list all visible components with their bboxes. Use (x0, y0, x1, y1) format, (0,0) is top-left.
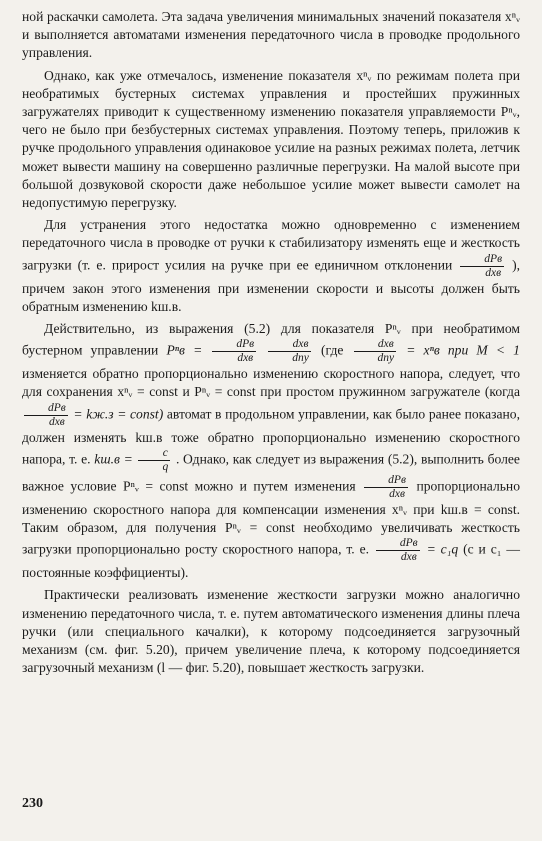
fraction-numerator: dxв (268, 338, 311, 352)
fraction-dP-dx (460, 253, 504, 280)
formula-pn: Pⁿв = (166, 342, 203, 358)
formula-c1q: = c₁q (426, 541, 459, 557)
fraction-dP-dx-3 (24, 402, 68, 429)
fraction-c-q (138, 447, 170, 474)
paragraph-stiffness-text-b: ), причем закон этого изменения при изменении скорости и высоты должен быть обратным изменению kш.в. (22, 257, 520, 314)
fraction-numerator: c (138, 447, 170, 461)
proof-text-a: Действительно, из выражения (5.2) для показателя Pⁿᵥ при необратимом бустерном управлении (22, 321, 520, 358)
fraction-dx-dn-2 (354, 338, 397, 365)
fraction-numerator: dPв (376, 537, 420, 551)
fraction-dP-dx-5 (376, 537, 420, 564)
fraction-numerator: dPв (212, 338, 256, 352)
fraction-denominator: dnу (377, 352, 395, 365)
fraction-denominator: dxв (485, 266, 502, 279)
proof-text-c: автомат в продольном управлении, как было ранее показано, должен изменять kш.в тоже обратно пропорционально изменению скоростного напора, т. е. (22, 406, 520, 467)
fraction-numerator: dPв (24, 402, 68, 416)
proof-text-e: пропорционально изменению скоростного напора для компенсации изменения xⁿᵥ при kш.в = const. Таким образом, для получения Pⁿᵥ = const необходимо увеличивать жесткость загрузки пропорционально росту скоростного напора, т. е. (22, 478, 521, 557)
formula-where: (где (321, 342, 344, 358)
paragraph-proof (22, 320, 520, 582)
formula-kshv: kш.в = (94, 451, 133, 467)
proof-text-b: изменяется обратно пропорционально изменению скоростного напора, следует, что для сохранения xⁿᵥ = const и Pⁿᵥ = const при простом пружинном загружателе (22, 366, 520, 400)
paragraph-stiffness-text-a: Для устранения этого недостатка можно одновременно с изменением передаточного числа в проводке от ручки к стабилизатору изменять еще и жесткость загрузки (т. е. прирост усилия на ручке при ее единичном отклонении (22, 217, 520, 273)
fraction-numerator: dPв (460, 253, 504, 267)
formula-mach: M < 1 (476, 342, 520, 358)
formula-kzh: = kж.з = const) (73, 406, 164, 422)
fraction-denominator: dxв (48, 415, 65, 428)
paragraph-practical: Практически реализовать изменение жесткости загрузки можно аналогично изменению передаточного числа, т. е. путем автоматического изменения длины плеча ручки (или специального качалки), к которому подсоединяется загрузочный механизм (см. фиг. 5.20), причем увеличение плеча, к которому подсоединяется загрузочный механизм (l — фиг. 5.20), повышает жесткость загрузки. (22, 587, 520, 676)
fraction-numerator: dxв (354, 338, 397, 352)
paragraph-stiffness (22, 216, 520, 316)
fraction-denominator: dxв (389, 487, 405, 500)
fraction-dP-dx-4 (364, 474, 408, 501)
paragraph-control-index: Однако, как уже отмечалось, изменение показателя xⁿᵥ по режимам полета при необратимых бустерных системах управления и простейших пружинных загружателях приводит к существенному изменению показателя управляемости Pⁿᵥ, чего не было при безбустерных системах управления. Поэтому теперь, приложив к ручке продольного управления одинаковое усилие на разных режимах полета, летчик может вывести машину на совершенно различные перегрузки. На малой высоте при большой дозвуковой скорости даже небольшое усилие может вывести самолет на недопустимую перегрузку. (22, 67, 520, 211)
fraction-dx-dn (268, 338, 311, 365)
fraction-denominator: q (162, 460, 169, 473)
proof-text-f: (c и c₁ — постоянные коэффициенты). (22, 541, 520, 581)
fraction-denominator: dxв (237, 352, 254, 365)
fraction-numerator: dPв (364, 474, 408, 488)
proof-text-d: . Однако, как следует из выражения (5.2), выполнить более важное условие Pⁿᵥ = const можно и путем изменения (22, 451, 520, 494)
fraction-denominator: dnу (292, 352, 309, 365)
fraction-dP-dx-2 (212, 338, 256, 365)
paragraph-continuation: ной раскачки самолета. Эта задача увеличения минимальных значений показателя xⁿᵥ и выполняется автоматами изменения передаточного числа в проводке продольного управления. (22, 9, 520, 61)
formula-when: (когда (484, 384, 520, 400)
formula-xn: = xⁿв при (406, 342, 469, 358)
fraction-denominator: dxв (400, 551, 417, 564)
page-number: 230 (22, 796, 43, 811)
